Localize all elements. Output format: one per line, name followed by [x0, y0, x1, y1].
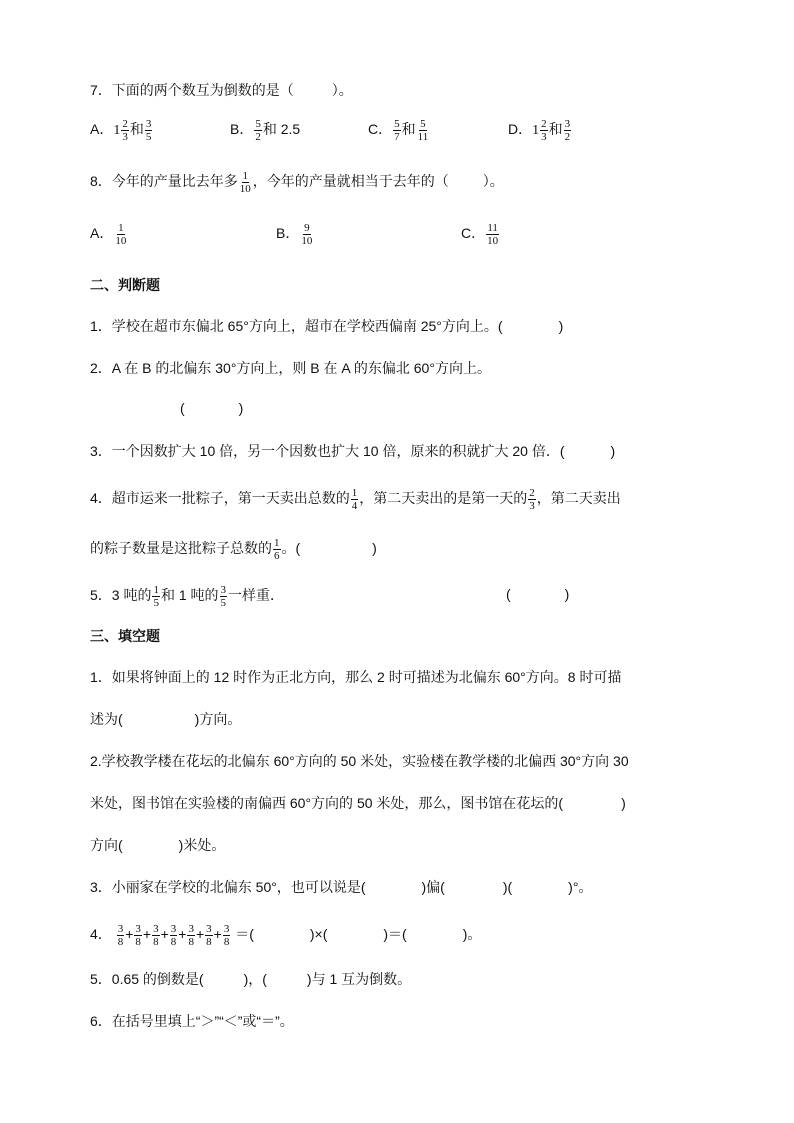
q8-option-c[interactable] [461, 222, 500, 247]
judge-q4-text-4: 的粽子数量是这批粽子总数的 [90, 540, 272, 557]
fraction: $\frac{2}{3}$ [122, 118, 128, 143]
close-paren: ) [558, 318, 564, 334]
fill-q5-text-2: )，( [243, 971, 267, 987]
fill-q6: 6．在括号里填上“＞”“＜”或“＝”。 [90, 1013, 294, 1029]
fraction: $\frac{5}{7}$ [394, 118, 400, 143]
judge-q4-text-5: 。( [281, 540, 301, 557]
fill-q4 [90, 923, 481, 948]
fill-q4-label: 4． [90, 926, 112, 943]
fraction: $\frac{3}{5}$ [220, 584, 227, 609]
fill-q5-end: )与 1 互为倒数。 [306, 971, 412, 987]
judge-q4-line2 [90, 537, 377, 562]
judge-q5 [90, 584, 284, 609]
fraction: $\frac{1}{6}$ [274, 537, 280, 562]
q8-option-b[interactable] [276, 222, 314, 247]
section-heading-fill: 三、填空题 [90, 628, 160, 644]
plus-sign: + [178, 926, 187, 943]
mixed-number [113, 118, 130, 143]
judge-q1 [90, 316, 563, 336]
fill-q3 [90, 877, 592, 897]
fraction: $\frac{1}{5}$ [153, 584, 159, 609]
equals-sign: )＝( [383, 926, 407, 943]
fraction-term-7: $\frac{3}{8}$ [223, 923, 230, 948]
fraction-term-2: $\frac{3}{8}$ [135, 923, 141, 948]
fraction-term-3: $\frac{3}{8}$ [153, 923, 159, 948]
judge-q3-text: 3．一个因数扩大 10 倍，另一个因数也扩大 10 倍，原来的积就扩大 20 倍．( [90, 443, 565, 459]
times-sign: )×( [309, 926, 328, 943]
q7-option-b[interactable] [230, 118, 300, 143]
fraction-term-4: $\frac{3}{8}$ [170, 923, 177, 948]
open-paren: ( [180, 400, 185, 416]
question-8-end: ）。 [482, 173, 504, 190]
fill-q5 [90, 969, 411, 989]
fraction: $\frac{5}{11}$ [417, 118, 429, 143]
fill-q1-line2 [90, 709, 241, 729]
question-7-stem [90, 80, 353, 100]
fill-q2-text-3: 方向( [90, 837, 123, 853]
close-paren: ) [564, 586, 570, 602]
judge-q2-answer [180, 400, 243, 416]
plus-sign: + [125, 926, 134, 943]
fill-q3-text: 3．小丽家在学校的北偏东 50°，也可以说是( [90, 879, 366, 895]
plus-sign: + [195, 926, 205, 943]
fill-q2-line3 [90, 835, 225, 855]
question-7-text: 7．下面的两个数互为倒数的是（ [90, 82, 294, 98]
fill-q1-text: 述为( [90, 711, 123, 727]
judge-q4-line1 [90, 487, 621, 512]
fraction: $\frac{1}{10}$ [239, 170, 251, 195]
option-label: D． [508, 121, 533, 138]
fraction: $\frac{3}{5}$ [145, 118, 152, 143]
judge-q1-text: 1．学校在超市东偏北 65°方向上，超市在学校西偏南 25°方向上。( [90, 318, 503, 334]
fraction: $\frac{3}{2}$ [564, 118, 571, 143]
conjunction: 和 [401, 121, 416, 138]
close-paren: ) [621, 795, 626, 811]
judge-q5-text-3: 一样重． [228, 587, 285, 604]
plus-sign: + [213, 926, 222, 943]
fraction: $\frac{9}{10}$ [301, 222, 313, 247]
conjunction: 和 2.5 [262, 121, 301, 138]
judge-q5-answer [506, 584, 569, 604]
judge-q5-text-2: 和 1 吨的 [160, 587, 219, 604]
fraction: $\frac{5}{2}$ [255, 118, 261, 143]
question-8-text-2: ，今年的产量就相当于去年的（ [252, 173, 449, 190]
q7-option-d[interactable] [508, 118, 572, 143]
fill-q2-end: )米处。 [178, 837, 226, 853]
fill-q1-line1: 1．如果将钟面上的 12 时作为正北方向，那么 2 时可描述为北偏东 60°方向。8 时可描 [90, 669, 622, 685]
close-paren: ) [238, 400, 244, 416]
conjunction: 和 [129, 121, 144, 138]
fill-q5-text: 5．0.65 的倒数是( [90, 971, 204, 987]
fill-q3-end: )°。 [568, 879, 593, 895]
plus-sign: + [142, 926, 152, 943]
judge-q4-text-3: ，第二天卖出 [536, 490, 621, 507]
fraction: $\frac{11}{10}$ [487, 222, 499, 247]
fraction-term-5: $\frac{3}{8}$ [188, 923, 194, 948]
judge-q4-text: 4．超市运来一批粽子，第一天卖出总数的 [90, 490, 350, 507]
fill-q2-line1: 2.学校教学楼在花坛的北偏东 60°方向的 50 米处，实验楼在教学楼的北偏西 30°方向 30 [90, 753, 629, 769]
q7-option-a[interactable] [90, 118, 153, 143]
question-7-end: ）。 [331, 82, 353, 98]
fill-q4-end: )。 [462, 926, 482, 943]
judge-q2-text: 2．A 在 B 的北偏东 30°方向上，则 B 在 A 的东偏北 60°方向上。 [90, 360, 491, 376]
option-label: A． [90, 225, 114, 242]
question-8-text: 8．今年的产量比去年多 [90, 173, 238, 190]
fill-q2-line2 [90, 793, 626, 813]
equals-sign: ＝( [235, 926, 254, 943]
fraction-term-1: $\frac{3}{8}$ [117, 923, 124, 948]
fraction: $\frac{2}{3}$ [529, 487, 535, 512]
option-label: C． [368, 121, 393, 138]
q7-option-c[interactable] [368, 118, 430, 143]
section-heading-judge: 二、判断题 [90, 277, 160, 293]
fraction-term-6: $\frac{3}{8}$ [206, 923, 212, 948]
fill-q3-text-2: )偏( [421, 879, 445, 895]
option-label: A． [90, 121, 114, 138]
judge-q2 [90, 358, 491, 378]
whole-part: 1 [113, 122, 121, 138]
question-8-stem [90, 170, 504, 195]
open-paren: ( [506, 586, 511, 602]
fraction: $\frac{1}{10}$ [115, 222, 127, 247]
fill-q2-text: 米处，图书馆在实验楼的南偏西 60°方向的 50 米处，那么，图书馆在花坛的( [90, 795, 564, 811]
judge-q5-text: 5．3 吨的 [90, 587, 152, 604]
fraction: $\frac{1}{4}$ [351, 487, 358, 512]
fill-q3-text-3: )( [502, 879, 513, 895]
plus-sign: + [160, 926, 169, 943]
q8-option-a[interactable] [90, 222, 128, 247]
conjunction: 和 [548, 121, 563, 138]
whole-part: 1 [532, 122, 540, 138]
fraction: $\frac{2}{3}$ [541, 118, 547, 143]
close-paren: ) [372, 540, 377, 557]
option-label: B． [276, 225, 300, 242]
close-paren: ) [610, 443, 616, 459]
option-label: B． [230, 121, 254, 138]
judge-q3 [90, 441, 615, 461]
option-label: C． [461, 225, 486, 242]
judge-q4-text-2: ，第二天卖出的是第一天的 [359, 490, 528, 507]
fill-q1-end: )方向。 [194, 711, 242, 727]
mixed-number [532, 118, 549, 143]
